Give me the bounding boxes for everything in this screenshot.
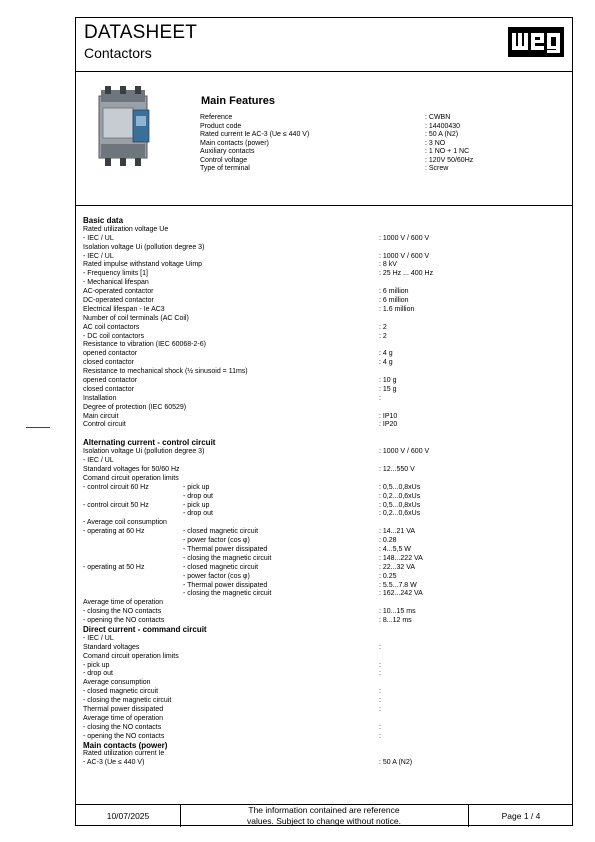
spec-label: - IEC / UL bbox=[83, 234, 114, 242]
spec-value: : 2 bbox=[379, 332, 387, 340]
spec-value: : bbox=[379, 643, 381, 651]
spec-row bbox=[83, 413, 571, 422]
spec-value: : 1000 V / 600 V bbox=[379, 252, 430, 260]
spec-row bbox=[83, 724, 571, 733]
spec-label: Comand circuit operation limits bbox=[83, 474, 179, 482]
spec-sublabel: - closing the magnetic circuit bbox=[183, 590, 272, 598]
spec-row bbox=[83, 502, 571, 511]
spec-row bbox=[83, 404, 571, 413]
feature-label: Auxiliary contacts bbox=[200, 148, 255, 155]
spec-row bbox=[83, 670, 571, 679]
spec-value: : 162...242 VA bbox=[379, 590, 423, 598]
spec-row bbox=[83, 377, 571, 386]
page-subtitle: Contactors bbox=[84, 45, 152, 61]
spec-row bbox=[83, 341, 571, 350]
spec-label: Rated utilization voltage Ue bbox=[83, 225, 169, 233]
weg-logo bbox=[508, 27, 564, 57]
feature-label: Control voltage bbox=[200, 156, 248, 164]
feature-row bbox=[200, 148, 570, 157]
spec-label: Main circuit bbox=[83, 412, 119, 420]
spec-row bbox=[83, 279, 571, 288]
spec-value: : IP10 bbox=[379, 412, 398, 420]
spec-label: - pick up bbox=[83, 661, 110, 669]
spec-row bbox=[83, 608, 571, 617]
spec-row bbox=[83, 475, 571, 484]
main-features-title: Main Features bbox=[201, 95, 275, 107]
feature-row bbox=[200, 131, 570, 140]
spec-row bbox=[83, 297, 571, 306]
spec-label: Rated utilization current Ie bbox=[83, 750, 165, 758]
spec-label: Degree of protection (IEC 60529) bbox=[83, 403, 187, 411]
spec-label: closed contactor bbox=[83, 385, 134, 393]
spec-row bbox=[83, 493, 571, 502]
spec-value: : 0,2...0,6xUs bbox=[379, 510, 421, 518]
spec-row bbox=[83, 253, 571, 262]
footer-disclaimer bbox=[181, 805, 467, 827]
spec-label: AC coil contactors bbox=[83, 323, 140, 331]
feature-label: Product code bbox=[200, 122, 242, 130]
spec-row bbox=[83, 635, 571, 644]
spec-row bbox=[83, 555, 571, 564]
spec-sublabel: - closed magnetic circuit bbox=[183, 528, 259, 536]
spec-row bbox=[83, 261, 571, 270]
spec-value: : 1000 V / 600 V bbox=[379, 448, 430, 456]
spec-label: - AC-3 (Ue ≤ 440 V) bbox=[83, 759, 145, 767]
spec-value: : bbox=[379, 661, 381, 669]
feature-value: : 120V 50/60Hz bbox=[425, 156, 474, 164]
margin-mark bbox=[26, 427, 50, 428]
spec-value: : bbox=[379, 705, 381, 713]
spec-row bbox=[83, 288, 571, 297]
spec-value: : 0,2...0,6xUs bbox=[379, 492, 421, 500]
spec-row bbox=[83, 244, 571, 253]
spec-row bbox=[83, 573, 571, 582]
spec-row bbox=[83, 688, 571, 697]
footer-date: 10/07/2025 bbox=[76, 805, 181, 827]
spec-label: Installation bbox=[83, 394, 117, 402]
spec-label: - IEC / UL bbox=[83, 634, 114, 642]
spec-value: : 8 kV bbox=[379, 261, 397, 269]
spec-row bbox=[83, 359, 571, 368]
spec-label: - DC coil contactors bbox=[83, 332, 145, 340]
spec-label: Isolation voltage Ui (pollution degree 3) bbox=[83, 243, 205, 251]
spec-row bbox=[83, 270, 571, 279]
feature-value: : CWBN bbox=[425, 114, 451, 121]
spec-value: : 25 Hz ... 400 Hz bbox=[379, 270, 434, 278]
spec-label: - drop out bbox=[83, 670, 113, 678]
feature-label: Main contacts (power) bbox=[200, 139, 269, 147]
spec-row bbox=[83, 421, 571, 430]
spec-row bbox=[83, 386, 571, 395]
spec-row bbox=[83, 395, 571, 404]
spec-value: : 2 bbox=[379, 323, 387, 331]
spec-label: DC-operated contactor bbox=[83, 297, 154, 305]
spec-label: - operating at 50 Hz bbox=[83, 563, 145, 571]
spec-value: : 5.5...7.8 W bbox=[379, 581, 417, 589]
spec-value: : 0.25 bbox=[379, 572, 397, 580]
spec-value: : bbox=[379, 394, 381, 402]
spec-row bbox=[83, 315, 571, 324]
page-title: DATASHEET bbox=[84, 22, 197, 43]
feature-row bbox=[200, 165, 570, 174]
spec-row bbox=[83, 484, 571, 493]
spec-row bbox=[83, 448, 571, 457]
spec-value: : bbox=[379, 732, 381, 740]
spec-value: : 14...21 VA bbox=[379, 528, 416, 536]
spec-row bbox=[83, 546, 571, 555]
spec-row bbox=[83, 324, 571, 333]
spec-value: : 0.28 bbox=[379, 537, 397, 545]
spec-value: : bbox=[379, 697, 381, 705]
spec-label: Average time of operation bbox=[83, 714, 164, 722]
spec-value: : IP20 bbox=[379, 421, 398, 429]
feature-label: Reference bbox=[200, 114, 233, 121]
spec-row bbox=[83, 368, 571, 377]
spec-sublabel: - power factor (cos φ) bbox=[183, 572, 250, 580]
spec-sublabel: - closing the magnetic circuit bbox=[183, 554, 272, 562]
spec-label: - control circuit 50 Hz bbox=[83, 501, 149, 509]
spec-row bbox=[83, 226, 571, 235]
spec-label: - opening the NO contacts bbox=[83, 732, 165, 740]
spec-label: - opening the NO contacts bbox=[83, 617, 165, 625]
section-heading: Alternating current - control circuit bbox=[83, 438, 216, 448]
spec-label: opened contactor bbox=[83, 350, 138, 358]
feature-label: Type of terminal bbox=[200, 165, 250, 172]
spec-label: Resistance to mechanical shock (½ sinusoid = 11ms) bbox=[83, 368, 248, 376]
feature-value: : 50 A (N2) bbox=[425, 131, 459, 138]
spec-value: : 0,5...0,8xUs bbox=[379, 483, 421, 491]
spec-label: - Average coil consumption bbox=[83, 519, 167, 527]
spec-label: Average consumption bbox=[83, 679, 151, 687]
spec-value: : 4 g bbox=[379, 359, 393, 367]
spec-sublabel: - closed magnetic circuit bbox=[183, 563, 259, 571]
spec-label: - closed magnetic circuit bbox=[83, 688, 159, 696]
spec-label: Thermal power dissipated bbox=[83, 705, 164, 713]
spec-sublabel: - drop out bbox=[183, 510, 213, 518]
spec-row bbox=[83, 653, 571, 662]
spec-value: : 6 million bbox=[379, 297, 409, 305]
spec-row bbox=[83, 644, 571, 653]
spec-row bbox=[83, 697, 571, 706]
spec-value: : 1000 V / 600 V bbox=[379, 234, 430, 242]
feature-row bbox=[200, 114, 570, 123]
spec-row bbox=[83, 466, 571, 475]
spec-row bbox=[83, 537, 571, 546]
spec-row bbox=[83, 510, 571, 519]
datasheet-header bbox=[76, 18, 572, 72]
spec-label: Standard voltages bbox=[83, 643, 140, 651]
section-heading: Basic data bbox=[83, 216, 124, 225]
feature-value: : 14400430 bbox=[425, 122, 461, 130]
section-heading: Direct current - command circuit bbox=[83, 624, 207, 634]
spec-sublabel: - power factor (cos φ) bbox=[183, 537, 250, 545]
spec-label: Standard voltages for 50/60 Hz bbox=[83, 465, 180, 473]
spec-row bbox=[83, 306, 571, 315]
spec-label: - closing the magnetic circuit bbox=[83, 697, 172, 705]
spec-label: opened contactor bbox=[83, 377, 138, 385]
spec-label: Comand circuit operation limits bbox=[83, 652, 179, 660]
footer-disclaimer-line-2: values. Subject to change without notice. bbox=[246, 816, 402, 826]
feature-label: Rated current Ie AC-3 (Ue ≤ 440 V) bbox=[200, 131, 310, 138]
page-footer bbox=[76, 804, 572, 827]
spec-row bbox=[83, 582, 571, 591]
spec-value: : 15 g bbox=[379, 385, 397, 393]
spec-row bbox=[83, 715, 571, 724]
spec-label: - IEC / UL bbox=[83, 252, 114, 260]
contactor-product-image bbox=[91, 86, 161, 166]
spec-value: : 148...222 VA bbox=[379, 554, 423, 562]
spec-value: : bbox=[379, 688, 381, 696]
spec-value: : bbox=[379, 670, 381, 678]
footer-disclaimer-line-1: The information contained are reference bbox=[248, 805, 400, 815]
datasheet-frame bbox=[75, 17, 573, 826]
spec-row bbox=[83, 590, 571, 599]
feature-row bbox=[200, 123, 570, 132]
spec-row bbox=[83, 333, 571, 342]
spec-row bbox=[83, 706, 571, 715]
section-heading: Main contacts (power) bbox=[83, 740, 168, 750]
spec-value: : 50 A (N2) bbox=[379, 759, 413, 767]
feature-value: : Screw bbox=[425, 165, 449, 172]
feature-value: : 1 NO + 1 NC bbox=[425, 148, 470, 155]
spec-value: : 22...32 VA bbox=[379, 563, 416, 571]
spec-value: : 4...5,5 W bbox=[379, 545, 411, 553]
spec-row bbox=[83, 457, 571, 466]
spec-row bbox=[83, 528, 571, 537]
spec-label: Rated impulse withstand voltage Uimp bbox=[83, 261, 203, 269]
feature-value: : 3 NO bbox=[425, 139, 446, 147]
spec-label: - Mechanical lifespan bbox=[83, 279, 149, 287]
spec-value: : 6 million bbox=[379, 288, 409, 296]
spec-row bbox=[83, 599, 571, 608]
spec-sublabel: - Thermal power dissipated bbox=[183, 581, 268, 589]
specifications-list bbox=[83, 217, 571, 768]
spec-label: Isolation voltage Ui (pollution degree 3) bbox=[83, 448, 205, 456]
spec-value: : 10...15 ms bbox=[379, 608, 416, 616]
spec-label: Electrical lifespan - Ie AC3 bbox=[83, 305, 165, 313]
spec-value: : 0,5...0,8xUs bbox=[379, 501, 421, 509]
spec-row bbox=[83, 235, 571, 244]
spec-label: - control circuit 60 Hz bbox=[83, 483, 149, 491]
spec-label: Average time of operation bbox=[83, 599, 164, 607]
spec-row bbox=[83, 350, 571, 359]
spec-sublabel: - Thermal power dissipated bbox=[183, 545, 268, 553]
spec-sublabel: - pick up bbox=[183, 483, 210, 491]
spec-label: - closing the NO contacts bbox=[83, 608, 162, 616]
spec-label: - operating at 60 Hz bbox=[83, 528, 145, 536]
feature-row bbox=[200, 157, 570, 166]
spec-label: closed contactor bbox=[83, 359, 134, 367]
spec-row bbox=[83, 564, 571, 573]
main-features-panel bbox=[76, 72, 572, 206]
spec-label: - IEC / UL bbox=[83, 457, 114, 465]
spec-sublabel: - drop out bbox=[183, 492, 213, 500]
spec-value: : 8...12 ms bbox=[379, 617, 412, 625]
spec-row bbox=[83, 750, 571, 759]
spec-value: : 4 g bbox=[379, 350, 393, 358]
spec-value: : 12...550 V bbox=[379, 465, 415, 473]
spec-label: AC-operated contactor bbox=[83, 288, 154, 296]
spec-value: : 1.6 million bbox=[379, 305, 415, 313]
footer-page-number: Page 1 / 4 bbox=[468, 805, 573, 827]
spec-row bbox=[83, 519, 571, 528]
spec-row bbox=[83, 679, 571, 688]
spec-row bbox=[83, 662, 571, 671]
spec-label: Control circuit bbox=[83, 421, 126, 429]
spec-label: Number of coil terminals (AC Coil) bbox=[83, 314, 189, 322]
spec-value: : bbox=[379, 723, 381, 731]
spec-label: - Frequency limits [1] bbox=[83, 270, 148, 278]
spec-sublabel: - pick up bbox=[183, 501, 210, 509]
spec-label: - closing the NO contacts bbox=[83, 723, 162, 731]
spec-label: Resistance to vibration (IEC 60068-2-6) bbox=[83, 341, 206, 349]
spec-row bbox=[83, 759, 571, 768]
feature-row bbox=[200, 140, 570, 149]
main-features-list bbox=[200, 114, 570, 174]
spec-value: : 10 g bbox=[379, 377, 397, 385]
